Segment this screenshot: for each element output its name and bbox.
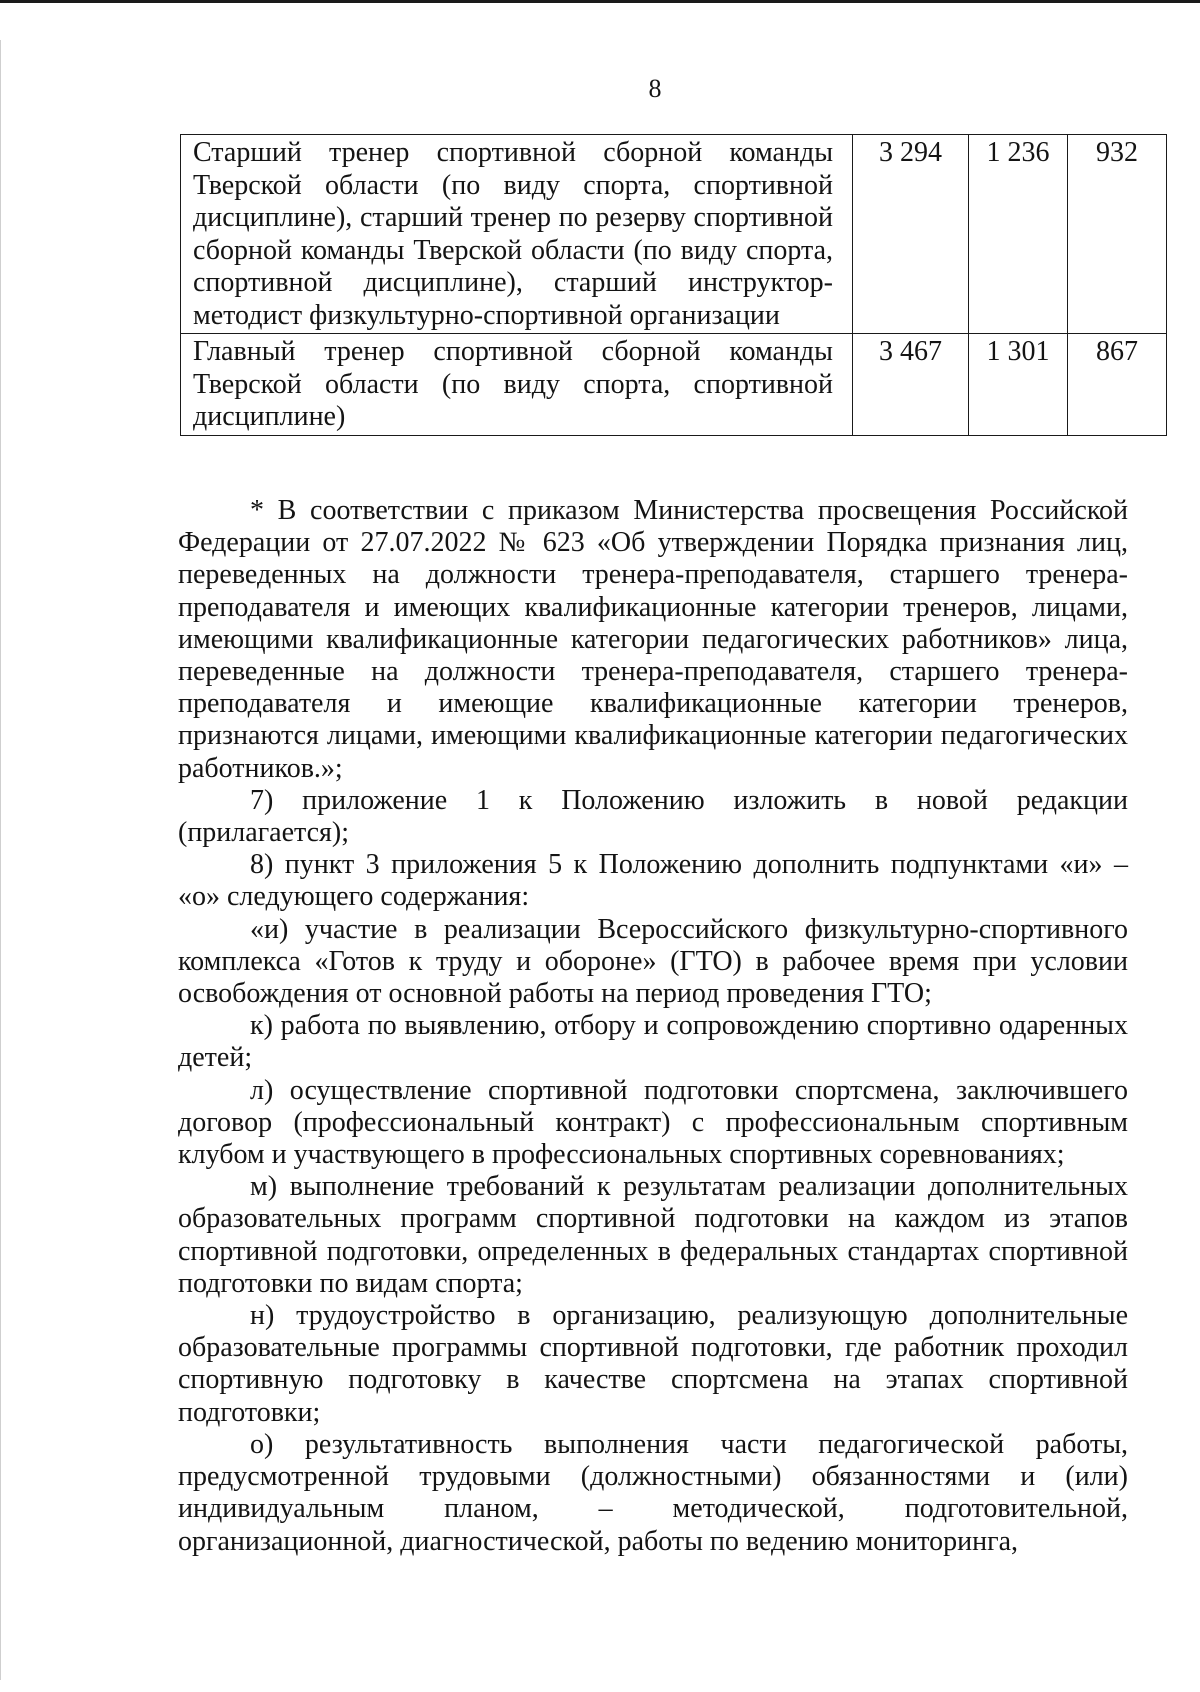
value-cell: 3 467 bbox=[853, 334, 969, 436]
value-cell: 1 301 bbox=[969, 334, 1068, 436]
position-cell: Главный тренер спортивной сборной команды Тверской области (по виду спорта, спортивной дисциплине) bbox=[181, 334, 853, 436]
subitem-n: н) трудоустройство в организацию, реализующую дополнительные образовательные программы спортивной подготовки, где работник проходил спортивную подготовку в качестве спортсмена на этапах спортивной подготовки; bbox=[178, 1300, 1128, 1428]
table-row bbox=[181, 334, 1167, 436]
salary-table bbox=[180, 134, 1167, 436]
table-row bbox=[181, 135, 1167, 334]
value-cell: 3 294 bbox=[853, 135, 969, 334]
position-cell: Старший тренер спортивной сборной команды Тверской области (по виду спорта, спортивной дисциплине), старший тренер по резерву спортивной сборной команды Тверской области (по виду спорта, спортивной дисциплине), старший инструктор-методист физкультурно-спортивной организации bbox=[181, 135, 853, 334]
subitem-k: к) работа по выявлению, отбору и сопровождению спортивно одаренных детей; bbox=[178, 1010, 1128, 1074]
scan-left-edge bbox=[0, 40, 1, 1680]
paragraph-item-7: 7) приложение 1 к Положению изложить в новой редакции (прилагается); bbox=[178, 784, 1128, 849]
scan-top-edge bbox=[0, 0, 1200, 3]
footnote-paragraph: * В соответствии с приказом Министерства просвещения Российской Федерации от 27.07.2022 № 623 «Об утверждении Порядка признания лиц, переведенных на должности тренера-преподавателя, старшего тренера-преподавателя и имеющих квалификационные категории тренеров, лицами, имеющими квалификационные категории педагогических работников» лица, переведенные на должности тренера-преподавателя, старшего тренера-преподавателя и имеющие квалификационные категории тренеров, признаются лицами, имеющими квалификационные категории педагогических работников.»; bbox=[178, 495, 1128, 784]
subitem-l: л) осуществление спортивной подготовки спортсмена, заключившего договор (профессиональный контракт) с профессиональным спортивным клубом и участвующего в профессиональных спортивных соревнованиях; bbox=[178, 1074, 1128, 1171]
value-cell: 867 bbox=[1068, 334, 1167, 436]
subitem-m: м) выполнение требований к результатам реализации дополнительных образовательных программ спортивной подготовки на каждом из этапов спортивной подготовки, определенных в федеральных стандартах спортивной подготовки по видам спорта; bbox=[178, 1171, 1128, 1299]
subitem-o: о) результативность выполнения части педагогической работы, предусмотренной трудовыми (должностными) обязанностями и (или) индивидуальным планом, – методической, подготовительной, организационной, диагностической, работы по ведению мониторинга, bbox=[178, 1428, 1128, 1557]
page-number: 8 bbox=[648, 74, 662, 103]
document-body bbox=[178, 495, 1128, 1558]
value-cell: 932 bbox=[1068, 135, 1167, 334]
paragraph-item-8: 8) пункт 3 приложения 5 к Положению дополнить подпунктами «и» – «о» следующего содержания: bbox=[178, 849, 1128, 913]
subitem-i: «и) участие в реализации Всероссийского физкультурно-спортивного комплекса «Готов к труду и обороне» (ГТО) в рабочее время при условии освобождения от основной работы на период проведения ГТО; bbox=[178, 913, 1128, 1010]
value-cell: 1 236 bbox=[969, 135, 1068, 334]
